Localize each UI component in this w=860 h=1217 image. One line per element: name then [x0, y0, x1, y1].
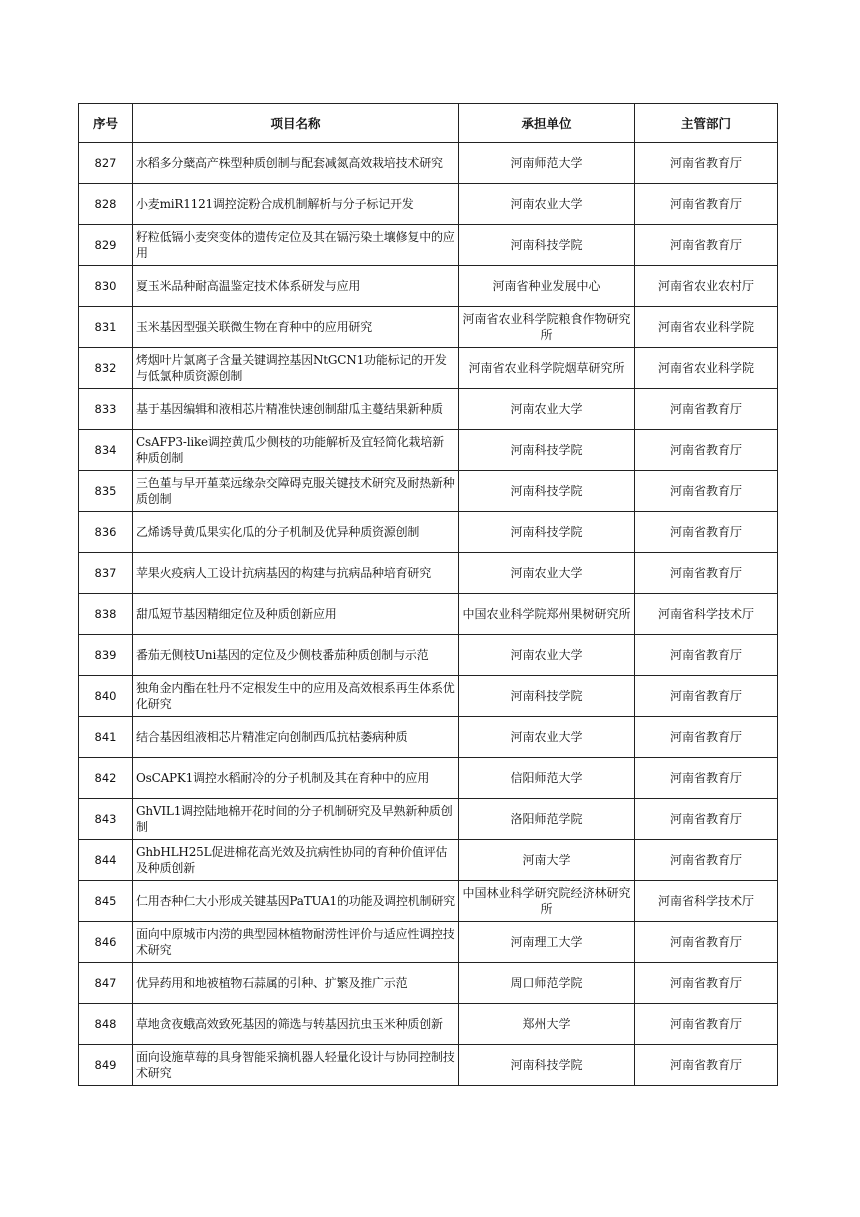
cell-project-name: 水稻多分蘖高产株型种质创制与配套减氮高效栽培技术研究 [133, 143, 459, 184]
cell-unit: 河南大学 [459, 840, 635, 881]
project-table [78, 103, 778, 1086]
cell-dept: 河南省教育厅 [635, 389, 778, 430]
header-name: 项目名称 [133, 104, 459, 143]
cell-unit: 河南科技学院 [459, 676, 635, 717]
header-dept: 主管部门 [635, 104, 778, 143]
cell-unit: 河南省农业科学院烟草研究所 [459, 348, 635, 389]
cell-dept: 河南省教育厅 [635, 184, 778, 225]
cell-project-name: 仁用杏种仁大小形成关键基因PaTUA1的功能及调控机制研究 [133, 881, 459, 922]
cell-dept: 河南省教育厅 [635, 225, 778, 266]
cell-project-name: GhbHLH25L促进棉花高光效及抗病性协同的育种价值评估及种质创新 [133, 840, 459, 881]
cell-no: 845 [79, 881, 133, 922]
table-row [79, 717, 778, 758]
cell-dept: 河南省教育厅 [635, 840, 778, 881]
cell-project-name: 小麦miR1121调控淀粉合成机制解析与分子标记开发 [133, 184, 459, 225]
table-row [79, 799, 778, 840]
table-row [79, 307, 778, 348]
cell-project-name: 结合基因组液相芯片精准定向创制西瓜抗枯萎病种质 [133, 717, 459, 758]
cell-no: 834 [79, 430, 133, 471]
cell-no: 849 [79, 1045, 133, 1086]
cell-project-name: 苹果火疫病人工设计抗病基因的构建与抗病品种培育研究 [133, 553, 459, 594]
cell-unit: 信阳师范大学 [459, 758, 635, 799]
cell-dept: 河南省教育厅 [635, 635, 778, 676]
cell-unit: 洛阳师范学院 [459, 799, 635, 840]
cell-dept: 河南省教育厅 [635, 799, 778, 840]
cell-project-name: 烤烟叶片氯离子含量关键调控基因NtGCN1功能标记的开发与低氯种质资源创制 [133, 348, 459, 389]
cell-no: 831 [79, 307, 133, 348]
cell-project-name: 基于基因编辑和液相芯片精准快速创制甜瓜主蔓结果新种质 [133, 389, 459, 430]
cell-no: 847 [79, 963, 133, 1004]
cell-dept: 河南省教育厅 [635, 143, 778, 184]
cell-project-name: 甜瓜短节基因精细定位及种质创新应用 [133, 594, 459, 635]
table-row [79, 922, 778, 963]
cell-project-name: 三色堇与早开堇菜远缘杂交障碍克服关键技术研究及耐热新种质创制 [133, 471, 459, 512]
cell-no: 843 [79, 799, 133, 840]
cell-dept: 河南省教育厅 [635, 758, 778, 799]
table-row [79, 840, 778, 881]
cell-dept: 河南省教育厅 [635, 512, 778, 553]
table-row [79, 143, 778, 184]
cell-project-name: 玉米基因型强关联微生物在育种中的应用研究 [133, 307, 459, 348]
cell-project-name: 面向设施草莓的具身智能采摘机器人轻量化设计与协同控制技术研究 [133, 1045, 459, 1086]
cell-unit: 河南省农业科学院粮食作物研究所 [459, 307, 635, 348]
cell-unit: 河南科技学院 [459, 512, 635, 553]
cell-dept: 河南省教育厅 [635, 1045, 778, 1086]
cell-unit: 中国农业科学院郑州果树研究所 [459, 594, 635, 635]
cell-dept: 河南省教育厅 [635, 553, 778, 594]
table-row [79, 225, 778, 266]
cell-unit: 郑州大学 [459, 1004, 635, 1045]
cell-unit: 河南农业大学 [459, 389, 635, 430]
table-row [79, 881, 778, 922]
cell-unit: 河南科技学院 [459, 1045, 635, 1086]
cell-project-name: OsCAPK1调控水稻耐冷的分子机制及其在育种中的应用 [133, 758, 459, 799]
cell-no: 828 [79, 184, 133, 225]
cell-dept: 河南省科学技术厅 [635, 594, 778, 635]
cell-dept: 河南省农业农村厅 [635, 266, 778, 307]
cell-no: 833 [79, 389, 133, 430]
table-row [79, 389, 778, 430]
cell-unit: 河南科技学院 [459, 225, 635, 266]
table-header-row [79, 104, 778, 143]
table-row [79, 348, 778, 389]
cell-project-name: 乙烯诱导黄瓜果实化瓜的分子机制及优异种质资源创制 [133, 512, 459, 553]
table-row [79, 1045, 778, 1086]
cell-unit: 河南农业大学 [459, 717, 635, 758]
cell-unit: 河南理工大学 [459, 922, 635, 963]
project-table-container [78, 103, 777, 1086]
cell-no: 835 [79, 471, 133, 512]
table-row [79, 758, 778, 799]
cell-dept: 河南省农业科学院 [635, 348, 778, 389]
header-no: 序号 [79, 104, 133, 143]
cell-unit: 河南省种业发展中心 [459, 266, 635, 307]
cell-no: 841 [79, 717, 133, 758]
cell-unit: 河南科技学院 [459, 471, 635, 512]
cell-no: 836 [79, 512, 133, 553]
table-row [79, 635, 778, 676]
cell-no: 830 [79, 266, 133, 307]
table-row [79, 594, 778, 635]
cell-no: 829 [79, 225, 133, 266]
table-row [79, 512, 778, 553]
cell-unit: 周口师范学院 [459, 963, 635, 1004]
cell-project-name: 独角金内酯在牡丹不定根发生中的应用及高效根系再生体系优化研究 [133, 676, 459, 717]
header-unit: 承担单位 [459, 104, 635, 143]
cell-unit: 河南农业大学 [459, 184, 635, 225]
cell-project-name: 面向中原城市内涝的典型园林植物耐涝性评价与适应性调控技术研究 [133, 922, 459, 963]
cell-project-name: 优异药用和地被植物石蒜属的引种、扩繁及推广示范 [133, 963, 459, 1004]
cell-project-name: 草地贪夜蛾高效致死基因的筛选与转基因抗虫玉米种质创新 [133, 1004, 459, 1045]
cell-dept: 河南省教育厅 [635, 922, 778, 963]
cell-unit: 河南师范大学 [459, 143, 635, 184]
cell-unit: 中国林业科学研究院经济林研究所 [459, 881, 635, 922]
cell-unit: 河南农业大学 [459, 553, 635, 594]
table-row [79, 676, 778, 717]
cell-no: 844 [79, 840, 133, 881]
cell-no: 842 [79, 758, 133, 799]
cell-no: 832 [79, 348, 133, 389]
cell-unit: 河南科技学院 [459, 430, 635, 471]
cell-dept: 河南省教育厅 [635, 1004, 778, 1045]
cell-project-name: 番茄无侧枝Uni基因的定位及少侧枝番茄种质创制与示范 [133, 635, 459, 676]
cell-no: 838 [79, 594, 133, 635]
cell-project-name: GhVIL1调控陆地棉开花时间的分子机制研究及早熟新种质创制 [133, 799, 459, 840]
cell-project-name: 籽粒低镉小麦突变体的遗传定位及其在镉污染土壤修复中的应用 [133, 225, 459, 266]
cell-unit: 河南农业大学 [459, 635, 635, 676]
cell-dept: 河南省农业科学院 [635, 307, 778, 348]
table-row [79, 471, 778, 512]
cell-no: 827 [79, 143, 133, 184]
cell-no: 837 [79, 553, 133, 594]
table-row [79, 553, 778, 594]
cell-dept: 河南省教育厅 [635, 471, 778, 512]
table-body [79, 143, 778, 1086]
table-row [79, 430, 778, 471]
table-row [79, 184, 778, 225]
cell-no: 846 [79, 922, 133, 963]
cell-no: 839 [79, 635, 133, 676]
cell-project-name: CsAFP3-like调控黄瓜少侧枝的功能解析及宜轻简化栽培新种质创制 [133, 430, 459, 471]
table-row [79, 266, 778, 307]
cell-dept: 河南省科学技术厅 [635, 881, 778, 922]
cell-no: 840 [79, 676, 133, 717]
cell-dept: 河南省教育厅 [635, 430, 778, 471]
table-row [79, 963, 778, 1004]
cell-no: 848 [79, 1004, 133, 1045]
cell-dept: 河南省教育厅 [635, 676, 778, 717]
cell-dept: 河南省教育厅 [635, 963, 778, 1004]
cell-project-name: 夏玉米品种耐高温鉴定技术体系研发与应用 [133, 266, 459, 307]
table-row [79, 1004, 778, 1045]
cell-dept: 河南省教育厅 [635, 717, 778, 758]
